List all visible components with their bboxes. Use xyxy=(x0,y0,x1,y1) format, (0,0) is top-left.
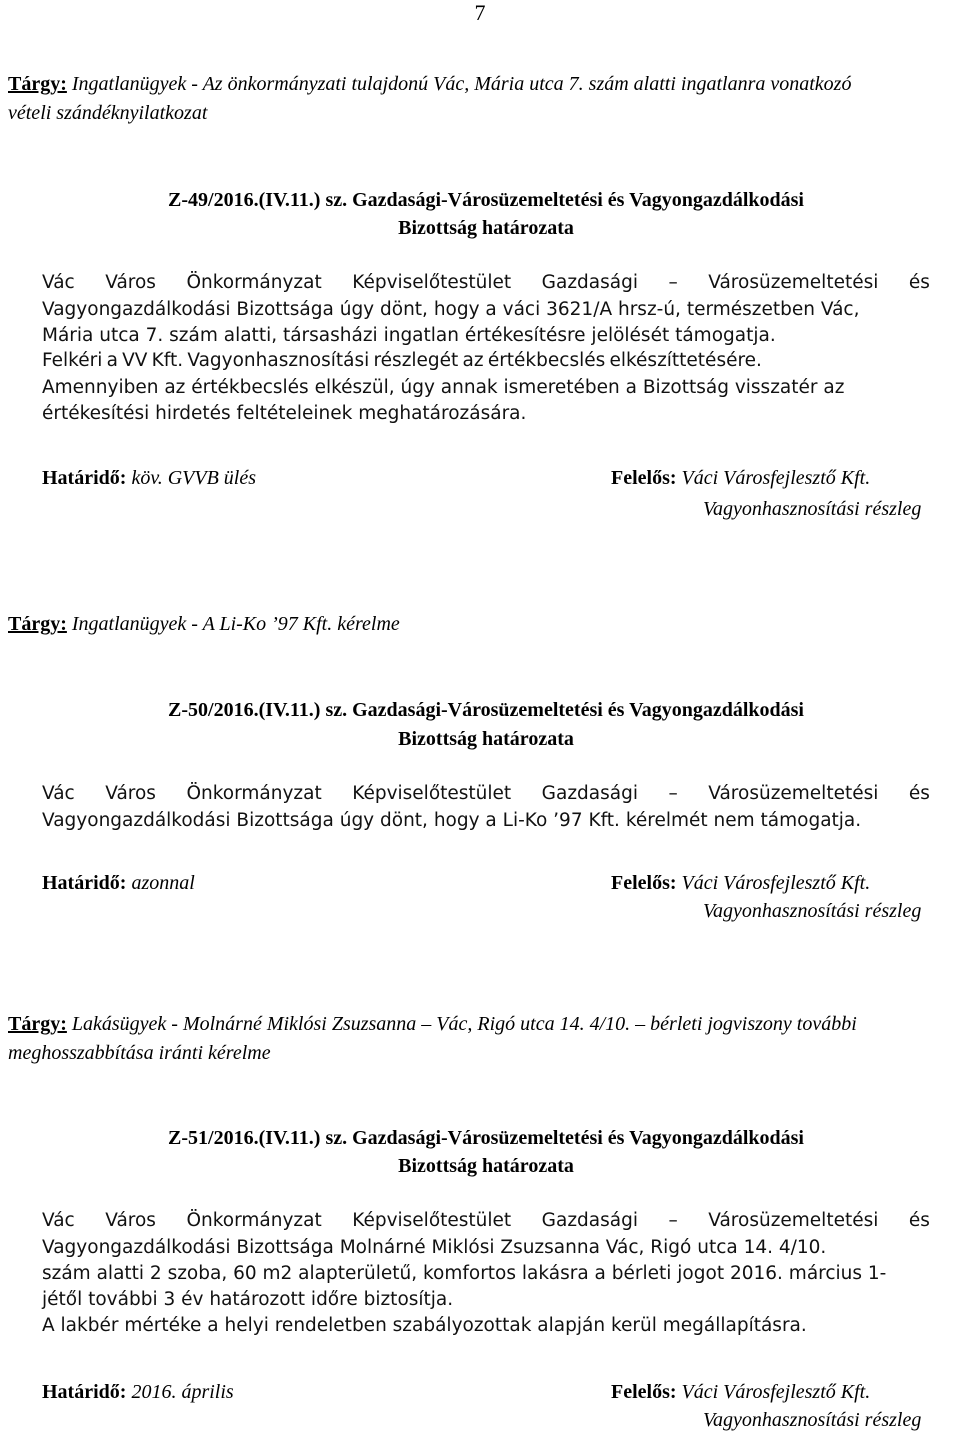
subject-label: Tárgy: xyxy=(8,73,67,95)
decree-1-body-line-3: Mária utca 7. szám alatti, társasházi ingatlan értékesítésre jelölését támogatja. xyxy=(42,325,776,346)
decree-3-subtitle: Bizottság határozata xyxy=(398,1155,574,1177)
decree-2-subtitle: Bizottság határozata xyxy=(398,728,574,750)
decree-3-body-line-5: A lakbér mértéke a helyi rendeletben szabályozottak alapján kerül megállapításra. xyxy=(42,1315,807,1336)
decree-3-body-line-2: Vagyongazdálkodási Bizottsága Molnárné Miklósi Zsuzsanna Vác, Rigó utca 14. 4/10. xyxy=(42,1237,827,1258)
decree-2-title: Z-50/2016.(IV.11.) sz. Gazdasági-Városüzemeltetési és Vagyongazdálkodási xyxy=(168,699,804,721)
subject-3-line-2: meghosszabbítása iránti kérelme xyxy=(8,1042,271,1064)
subject-1-line-2: vételi szándéknyilatkozat xyxy=(8,102,208,124)
responsible-3-unit: Vagyonhasznosítási részleg xyxy=(703,1409,922,1431)
decree-2-body-line-2: Vagyongazdálkodási Bizottsága úgy dönt, hogy a Li-Ko ’97 Kft. kérelmét nem támogatja. xyxy=(42,810,862,831)
responsible-3: Felelős: Váci Városfejlesztő Kft. xyxy=(611,1381,871,1403)
responsible-1: Felelős: Váci Városfejlesztő Kft. xyxy=(611,467,871,489)
decree-3-body-line-1: Vác Város Önkormányzat Képviselőtestület Gazdasági – Városüzemeltetési és xyxy=(42,1210,930,1231)
responsible-1-unit: Vagyonhasznosítási részleg xyxy=(703,498,922,520)
page-number: 7 xyxy=(474,0,486,25)
decree-1-subtitle: Bizottság határozata xyxy=(398,217,574,239)
subject-1-line-1: Tárgy: Ingatlanügyek - Az önkormányzati tulajdonú Vác, Mária utca 7. szám alatti ingatlanra vonatkozó xyxy=(8,73,852,95)
decree-3-body-line-4: jétől további 3 év határozott időre biztosítja. xyxy=(42,1289,454,1310)
decree-2-body-line-1: Vác Város Önkormányzat Képviselőtestület Gazdasági – Városüzemeltetési és xyxy=(42,783,930,804)
deadline-2: Határidő: azonnal xyxy=(42,872,195,894)
responsible-2: Felelős: Váci Városfejlesztő Kft. xyxy=(611,872,871,894)
decree-3-title: Z-51/2016.(IV.11.) sz. Gazdasági-Városüzemeltetési és Vagyongazdálkodási xyxy=(168,1127,804,1149)
decree-1-body-line-4: Felkéri a VV Kft. Vagyonhasznosítási részlegét az értékbecslés elkészíttetésére. xyxy=(42,350,762,371)
deadline-3: Határidő: 2016. április xyxy=(42,1381,234,1403)
subject-2-line-1: Tárgy: Ingatlanügyek - A Li-Ko ’97 Kft. kérelme xyxy=(8,613,400,635)
decree-1-body-line-1: Vác Város Önkormányzat Képviselőtestület Gazdasági – Városüzemeltetési és xyxy=(42,272,930,293)
decree-1-body-line-6: értékesítési hirdetés feltételeinek meghatározására. xyxy=(42,403,527,424)
decree-1-body-line-5: Amennyiben az értékbecslés elkészül, úgy annak ismeretében a Bizottság visszatér az xyxy=(42,377,845,398)
decree-1-body-line-2: Vagyongazdálkodási Bizottsága úgy dönt, hogy a váci 3621/A hrsz-ú, természetben Vác, xyxy=(42,299,860,320)
responsible-2-unit: Vagyonhasznosítási részleg xyxy=(703,900,922,922)
subject-3-line-1: Tárgy: Lakásügyek - Molnárné Miklósi Zsuzsanna – Vác, Rigó utca 14. 4/10. – bérleti jogviszony további xyxy=(8,1013,857,1035)
decree-3-body-line-3: szám alatti 2 szoba, 60 m2 alapterületű, komfortos lakásra a bérleti jogot 2016. március 1- xyxy=(42,1263,887,1284)
decree-1-title: Z-49/2016.(IV.11.) sz. Gazdasági-Városüzemeltetési és Vagyongazdálkodási xyxy=(168,189,804,211)
deadline-1: Határidő: köv. GVVB ülés xyxy=(42,467,257,489)
